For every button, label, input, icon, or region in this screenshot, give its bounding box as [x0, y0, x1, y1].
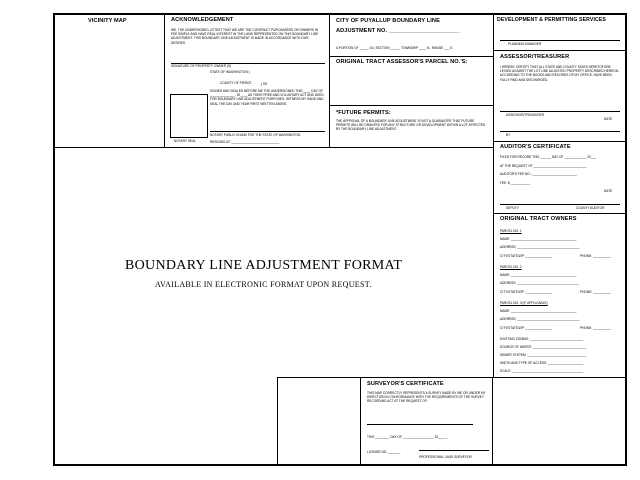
parcel-3-name: NAME: _____________________________________ [500, 309, 577, 313]
notary-public-label: NOTARY PUBLIC IN AND FOR THE STATE OF WASHINGTON [210, 133, 301, 137]
vicinity-map-box [54, 14, 165, 148]
notary-text: SIGNED AND SEALED BEFORE ME THE UNDERSIGNED THIS ____ DAY OF ______________, 20____ AS THEIR FREE AND VOLUNTARY ACT AND DEED FOR BOUNDARY LINE ADJUSTMENT PURPOSES. WITNESS MY HAND AND SEAL THE DAY AND YEAR FIRST WRITTEN ABOVE. [210, 89, 324, 106]
dev-permitting-box [493, 14, 626, 51]
parcel-3-label: PARCEL NO. 3 (IF APPLICABLE) [500, 301, 548, 305]
auditor-request: AT THE REQUEST OF ______________________________ [500, 164, 587, 168]
parcel-2-name: NAME: _____________________________________ [500, 273, 577, 277]
auditor-box [493, 141, 626, 214]
notary-seal-box [170, 94, 208, 138]
parcel-2-city: CITY/STATE/ZIP: _______________ [500, 290, 553, 294]
county-label: COUNTY OF PIERCE [220, 81, 252, 85]
acknowledgement-body: WE, THE UNDERSIGNED, ATTEST THAT WE ARE THE CONTRACT PURCHASERS OR OWNERS IN FEE SIMPLE AND HAVE REAL INTEREST IN THE LAND REPRESENTED ON THIS BOUNDARY LINE ADJUSTMENT. THIS BOUNDARY LINE ADJUSTMENT IS MADE IN ACCORDANCE WITH OUR DESIRES. [171, 28, 319, 45]
existing-zoning: EXISTING ZONING: ______________________________ [500, 337, 584, 341]
future-permits-body: THE APPROVAL OF A BOUNDARY LINE ADJUSTMENT IS NOT A GUARANTEE THAT FUTURE PERMITS WILL BE GRANTED FOR ANY STRUCTURE OR DEVELOPMENT WITHIN A LOT AFFECTED BY THE BOUNDARY LINE ADJUSTMENT. [336, 119, 486, 132]
future-permits-box [329, 105, 494, 148]
parcel-1-address: ADDRESS: ___________________________________ [500, 245, 580, 249]
residing-label: RESIDING AT: ___________________________ [210, 140, 280, 144]
planning-manager-line [500, 40, 620, 41]
parcel-1-name: NAME: _____________________________________ [500, 237, 577, 241]
surveyor-request-line [367, 424, 473, 425]
vicinity-map-title: VICINITY MAP [88, 18, 127, 24]
deputy-label: DEPUTY [506, 206, 519, 210]
parcel-3-address: ADDRESS: ___________________________________ [500, 317, 580, 321]
parcel-3-phone: PHONE: __________ [580, 326, 611, 330]
bottom-blank-box [277, 377, 361, 466]
auditor-fee: FEE: $ ___________ [500, 181, 531, 185]
auditor-date-label: DATE [604, 189, 613, 193]
auditor-fee-no: AUDITOR'S FEE NO.: _________________________ [500, 172, 577, 176]
acknowledgement-title: ACKNOWLEDGEMENT [171, 17, 234, 23]
auditor-signature-line [500, 204, 620, 205]
professional-surveyor-label: PROFESSIONAL LAND SURVEYOR [419, 455, 472, 459]
surveyor-signature-line [419, 450, 489, 451]
auditor-title: AUDITOR'S CERTIFICATE [500, 144, 571, 150]
license-number: LICENSE NO. _______ [367, 450, 401, 454]
acknowledgement-box [164, 14, 330, 148]
parcel-2-label: PARCEL NO. 2 [500, 265, 522, 269]
assessor-parcel-title: ORIGINAL TRACT ASSESSOR'S PARCEL NO.'S: [336, 59, 468, 65]
parcel-1-phone: PHONE: __________ [580, 254, 611, 258]
parcel-3-city: CITY/STATE/ZIP: _______________ [500, 326, 553, 330]
parcel-2-phone: PHONE: __________ [580, 290, 611, 294]
adjustment-number: ADJUSTMENT NO. ______________________ [336, 28, 460, 34]
dev-permitting-title: DEVELOPMENT & PERMITTING SERVICES [497, 17, 606, 23]
owner-signature-label: SIGNATURE OF PROPERTY OWNER (S) [171, 64, 232, 68]
city-box [329, 14, 494, 57]
notary-seal-label: NOTARY SEAL [174, 139, 196, 143]
parcel-1-city: CITY/STATE/ZIP: _______________ [500, 254, 553, 258]
sewer-system: SEWER SYSTEM: _________________________________ [500, 353, 586, 357]
parcel-2-address: ADDRESS: ___________________________________ [500, 281, 580, 285]
width-access: WIDTH AND TYPE OF ACCESS: ____________________ [500, 361, 584, 365]
future-permits-title: *FUTURE PERMITS: [336, 110, 391, 116]
scale-field: SCALE: ________________________________________ [500, 369, 584, 373]
treasurer-body: I HEREBY CERTIFY THAT ALL STATE AND COUNTY TAXES HERETOFORE LEVIED AGAINST THE LOT LINE ADJUSTED PROPERTY DESCRIBED HEREON, ACCORDING TO THE BOOKS AND RECORDS OF MY OFFICE, HAVE BEEN FULLY PAID AND DISCHARGED. [500, 65, 619, 82]
notary-signature-line [210, 131, 325, 132]
main-title: BOUNDARY LINE ADJUSTMENT FORMAT [125, 258, 403, 273]
treasurer-by-line [500, 131, 620, 132]
state-label: STATE OF WASHINGTON ) [210, 70, 250, 74]
surveyor-box [360, 377, 493, 466]
treasurer-signature-label: ASSESSOR/TREASURER [506, 113, 545, 117]
surveyor-body: THIS MAP CORRECTLY REPRESENTS A SURVEY MADE BY ME OR UNDER MY DIRECTION IN CONFORMANCE WITH THE REQUIREMENTS OF THE SURVEY RECORDING ACT AT THE REQUEST OF: [367, 391, 486, 404]
surveyor-day-line: THIS ________ DAY OF _________________, 20_____. [367, 435, 448, 439]
surveyor-title: SURVEYOR'S CERTIFICATE [367, 381, 444, 387]
main-subtitle: AVAILABLE IN ELECTRONIC FORMAT UPON REQUEST. [155, 280, 372, 289]
source-of-water: SOURCE OF WATER: ______________________________ [500, 345, 586, 349]
treasurer-box [493, 50, 626, 142]
treasurer-date-label: DATE [604, 117, 613, 121]
planning-manager-label: PLANNING MANAGER [508, 42, 542, 46]
treasurer-by-label: BY [506, 133, 511, 137]
portion-text: A PORTION OF _____ 1/4, SECTION _____, TOWNSHIP ____ N., RANGE ___ E. [336, 46, 454, 50]
auditor-filed: FILED FOR RECORD THIS ______ DAY OF ____________, 20___ [500, 155, 597, 159]
parcel-1-label: PARCEL NO. 1 [500, 229, 522, 233]
treasurer-signature-line [500, 111, 620, 112]
city-title: CITY OF PUYALLUP BOUNDARY LINE [336, 18, 440, 24]
assessor-parcel-box [329, 56, 494, 106]
owners-title: ORIGINAL TRACT OWNERS [500, 216, 577, 222]
owners-box [493, 213, 626, 378]
county-auditor-label: COUNTY AUDITOR [576, 206, 605, 210]
treasurer-title: ASSESSOR/TREASURER [500, 54, 570, 60]
ss-label: ) SS [261, 82, 268, 86]
